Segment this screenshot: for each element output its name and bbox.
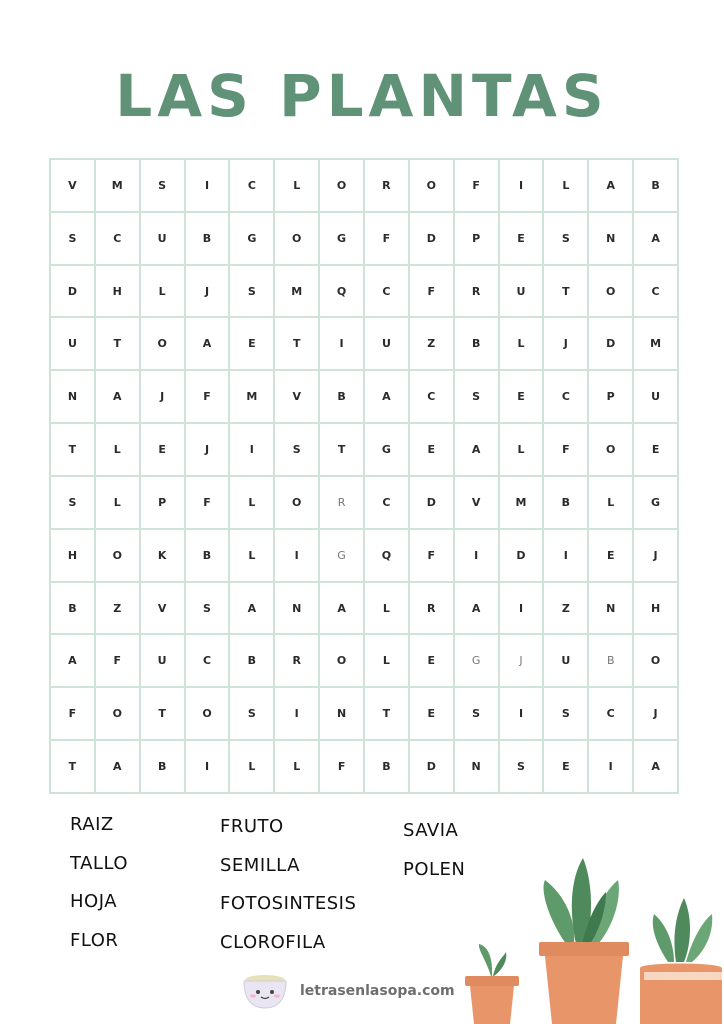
grid-cell: L: [499, 423, 544, 476]
grid-cell: N: [50, 370, 95, 423]
grid-cell: A: [185, 317, 230, 370]
grid-cell: J: [499, 634, 544, 687]
grid-cell: O: [95, 529, 140, 582]
grid-cell: B: [588, 634, 633, 687]
grid-cell: A: [454, 423, 499, 476]
grid-cell: A: [633, 212, 678, 265]
grid-cell: D: [409, 740, 454, 793]
grid-cell: P: [588, 370, 633, 423]
grid-cell: G: [229, 212, 274, 265]
grid-cell: A: [319, 582, 364, 635]
grid-cell: T: [140, 687, 185, 740]
grid-cell: M: [95, 159, 140, 212]
grid-cell: P: [454, 212, 499, 265]
bowl-mascot-icon: [240, 972, 290, 1010]
grid-cell: T: [274, 317, 319, 370]
grid-cell: C: [588, 687, 633, 740]
grid-cell: C: [364, 265, 409, 318]
word-item: SEMILLA: [220, 854, 300, 876]
grid-cell: U: [633, 370, 678, 423]
grid-cell: O: [409, 159, 454, 212]
grid-cell: H: [633, 582, 678, 635]
grid-cell: A: [454, 582, 499, 635]
grid-cell: O: [140, 317, 185, 370]
grid-cell: S: [50, 476, 95, 529]
grid-cell: U: [543, 634, 588, 687]
grid-cell: V: [50, 159, 95, 212]
grid-cell: J: [140, 370, 185, 423]
grid-cell: E: [140, 423, 185, 476]
grid-cell: O: [274, 212, 319, 265]
grid-cell: O: [588, 423, 633, 476]
grid-cell: G: [454, 634, 499, 687]
grid-cell: G: [319, 529, 364, 582]
word-item: TALLO: [70, 852, 128, 874]
grid-cell: O: [319, 634, 364, 687]
grid-cell: L: [274, 740, 319, 793]
grid-cell: I: [543, 529, 588, 582]
grid-cell: O: [185, 687, 230, 740]
grid-cell: Z: [543, 582, 588, 635]
grid-cell: I: [499, 582, 544, 635]
grid-cell: I: [229, 423, 274, 476]
grid-cell: A: [588, 159, 633, 212]
grid-cell: H: [50, 529, 95, 582]
word-item: FLOR: [70, 929, 119, 951]
grid-cell: G: [319, 212, 364, 265]
grid-cell: U: [140, 212, 185, 265]
grid-cell: O: [633, 634, 678, 687]
grid-cell: A: [229, 582, 274, 635]
grid-cell: C: [409, 370, 454, 423]
grid-cell: Q: [319, 265, 364, 318]
grid-cell: S: [543, 687, 588, 740]
word-item: CLOROFILA: [220, 931, 326, 953]
grid-cell: P: [140, 476, 185, 529]
grid-cell: N: [454, 740, 499, 793]
grid-cell: M: [633, 317, 678, 370]
word-item: POLEN: [403, 858, 466, 880]
grid-cell: I: [588, 740, 633, 793]
grid-cell: T: [543, 265, 588, 318]
grid-cell: S: [454, 687, 499, 740]
grid-cell: S: [140, 159, 185, 212]
grid-cell: C: [229, 159, 274, 212]
grid-cell: V: [454, 476, 499, 529]
grid-cell: L: [364, 634, 409, 687]
grid-cell: U: [499, 265, 544, 318]
grid-cell: A: [95, 370, 140, 423]
grid-cell: D: [588, 317, 633, 370]
grid-cell: C: [185, 634, 230, 687]
grid-cell: F: [543, 423, 588, 476]
grid-cell: S: [454, 370, 499, 423]
grid-cell: G: [364, 423, 409, 476]
grid-cell: S: [185, 582, 230, 635]
grid-cell: B: [454, 317, 499, 370]
grid-cell: F: [319, 740, 364, 793]
grid-cell: L: [229, 740, 274, 793]
grid-cell: J: [633, 529, 678, 582]
grid-cell: R: [454, 265, 499, 318]
grid-cell: B: [229, 634, 274, 687]
grid-cell: F: [454, 159, 499, 212]
grid-cell: I: [499, 159, 544, 212]
grid-cell: L: [364, 582, 409, 635]
grid-cell: Z: [409, 317, 454, 370]
grid-cell: L: [229, 476, 274, 529]
grid-cell: N: [588, 582, 633, 635]
grid-cell: E: [409, 687, 454, 740]
grid-cell: R: [409, 582, 454, 635]
grid-cell: O: [274, 476, 319, 529]
grid-cell: I: [185, 740, 230, 793]
grid-cell: B: [50, 582, 95, 635]
grid-cell: I: [499, 687, 544, 740]
word-item: HOJA: [70, 891, 118, 912]
grid-cell: H: [95, 265, 140, 318]
grid-cell: F: [50, 687, 95, 740]
grid-cell: F: [95, 634, 140, 687]
grid-cell: N: [588, 212, 633, 265]
grid-cell: D: [409, 476, 454, 529]
grid-cell: E: [499, 370, 544, 423]
grid-cell: U: [50, 317, 95, 370]
grid-cell: U: [140, 634, 185, 687]
grid-cell: Z: [95, 582, 140, 635]
grid-cell: K: [140, 529, 185, 582]
grid-cell: L: [140, 265, 185, 318]
grid-cell: S: [229, 687, 274, 740]
grid-cell: S: [229, 265, 274, 318]
large-plant-pot-icon: [539, 858, 629, 1024]
grid-cell: O: [95, 687, 140, 740]
grid-cell: T: [95, 317, 140, 370]
word-item: RAIZ: [70, 814, 114, 835]
grid-cell: A: [633, 740, 678, 793]
grid-cell: N: [274, 582, 319, 635]
grid-cell: N: [319, 687, 364, 740]
grid-cell: C: [633, 265, 678, 318]
grid-cell: I: [454, 529, 499, 582]
grid-cell: L: [95, 476, 140, 529]
grid-cell: E: [633, 423, 678, 476]
grid-cell: I: [319, 317, 364, 370]
grid-cell: B: [364, 740, 409, 793]
grid-cell: D: [499, 529, 544, 582]
grid-cell: I: [274, 529, 319, 582]
grid-cell: T: [364, 687, 409, 740]
grid-cell: E: [499, 212, 544, 265]
grid-cell: F: [409, 265, 454, 318]
grid-cell: B: [185, 529, 230, 582]
grid-cell: B: [543, 476, 588, 529]
grid-cell: E: [543, 740, 588, 793]
grid-cell: A: [50, 634, 95, 687]
grid-cell: E: [409, 634, 454, 687]
grid-cell: I: [274, 687, 319, 740]
footer: [240, 972, 455, 1010]
grid-cell: L: [95, 423, 140, 476]
grid-cell: G: [633, 476, 678, 529]
word-item: SAVIA: [403, 820, 459, 841]
grid-cell: O: [588, 265, 633, 318]
page-title: LAS PLANTAS: [115, 62, 609, 130]
grid-cell: L: [274, 159, 319, 212]
grid-cell: C: [543, 370, 588, 423]
grid-cell: L: [543, 159, 588, 212]
site-url: letrasenlasopa.com: [300, 983, 455, 999]
grid-cell: T: [50, 423, 95, 476]
grid-cell: V: [140, 582, 185, 635]
grid-cell: D: [409, 212, 454, 265]
grid-cell: S: [274, 423, 319, 476]
grid-cell: J: [633, 687, 678, 740]
grid-cell: O: [319, 159, 364, 212]
round-plant-pot-icon: [640, 898, 722, 1024]
grid-cell: M: [229, 370, 274, 423]
grid-cell: D: [50, 265, 95, 318]
grid-cell: B: [633, 159, 678, 212]
grid-cell: U: [364, 317, 409, 370]
grid-cell: Q: [364, 529, 409, 582]
grid-cell: A: [95, 740, 140, 793]
grid-cell: L: [499, 317, 544, 370]
grid-cell: M: [499, 476, 544, 529]
grid-cell: E: [229, 317, 274, 370]
grid-cell: F: [409, 529, 454, 582]
seedling-pot-icon: [465, 944, 519, 1024]
grid-cell: F: [185, 370, 230, 423]
grid-cell: J: [185, 265, 230, 318]
grid-cell: E: [409, 423, 454, 476]
grid-cell: F: [364, 212, 409, 265]
word-item: FOTOSINTESIS: [220, 893, 357, 914]
grid-cell: A: [364, 370, 409, 423]
grid-cell: B: [319, 370, 364, 423]
grid-cell: F: [185, 476, 230, 529]
grid-cell: R: [274, 634, 319, 687]
grid-cell: C: [364, 476, 409, 529]
grid-cell: M: [274, 265, 319, 318]
grid-cell: C: [95, 212, 140, 265]
grid-cell: S: [543, 212, 588, 265]
grid-cell: S: [499, 740, 544, 793]
grid-cell: J: [185, 423, 230, 476]
grid-cell: E: [588, 529, 633, 582]
grid-cell: I: [185, 159, 230, 212]
grid-cell: L: [588, 476, 633, 529]
grid-cell: T: [319, 423, 364, 476]
grid-cell: S: [50, 212, 95, 265]
grid-cell: L: [229, 529, 274, 582]
grid-cell: V: [274, 370, 319, 423]
grid-cell: B: [185, 212, 230, 265]
grid-cell: R: [319, 476, 364, 529]
grid-cell: J: [543, 317, 588, 370]
grid-cell: T: [50, 740, 95, 793]
grid-cell: B: [140, 740, 185, 793]
grid-cell: R: [364, 159, 409, 212]
word-item: FRUTO: [220, 816, 284, 837]
